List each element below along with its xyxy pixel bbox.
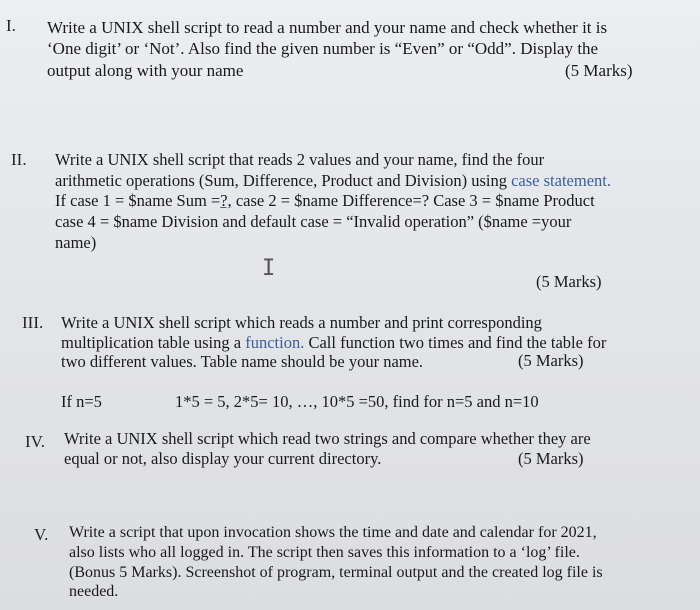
question-text-line: case 4 = $name Division and default case = “Invalid operation” ($name =your — [55, 212, 572, 231]
question-text-line — [55, 171, 611, 190]
question-number: I. — [6, 16, 16, 35]
question-text-line: name) — [55, 233, 97, 252]
question-number: IV. — [25, 432, 45, 451]
question-text-line: ‘One digit’ or ‘Not’. Also find the given number is “Even” or “Odd”. Display the — [47, 39, 599, 58]
question-number: II. — [11, 150, 27, 169]
text-segment: Call function two times and find the table for — [304, 333, 607, 352]
text-cursor-icon: I — [262, 256, 276, 281]
text-segment: arithmetic operations (Sum, Difference, Product and Division) using — [55, 171, 512, 190]
marks-label: (5 Marks) — [565, 61, 633, 80]
marks-label: (5 Marks) — [518, 449, 584, 468]
marks-label: (5 Marks) — [536, 272, 602, 291]
question-text-line: needed. — [69, 583, 119, 600]
question-text-line: equal or not, also display your current directory. — [64, 449, 382, 468]
question-text-line — [55, 191, 595, 210]
question-text-line: two different values. Table name should be your name. — [61, 352, 424, 371]
question-text-line: Write a UNIX shell script to read a number and your name and check whether it is — [47, 18, 608, 37]
question-text-line: output along with your name — [47, 61, 244, 80]
highlighted-term: function. — [245, 333, 305, 352]
text-segment: case 2 = $name Difference=? Case 3 = $name Product — [231, 191, 595, 210]
text-segment: multiplication table using a — [61, 333, 246, 352]
text-segment: If case 1 = $name Sum = — [55, 191, 221, 210]
marks-label: (5 Marks) — [518, 351, 584, 370]
question-text-line: Write a UNIX shell script that reads 2 values and your name, find the four — [55, 150, 545, 169]
question-text-line: Write a UNIX shell script which reads a number and print corresponding — [61, 313, 542, 332]
question-text-line: (Bonus 5 Marks). Screenshot of program, terminal output and the created log file is — [69, 564, 603, 581]
question-text-line — [61, 333, 606, 352]
example-text: 1*5 = 5, 2*5= 10, …, 10*5 =50, find for n=5 and n=10 — [175, 392, 539, 411]
question-number: V. — [34, 525, 49, 544]
question-text-line: also lists who all logged in. The script then saves this information to a ‘log’ file. — [69, 544, 580, 561]
highlighted-term: case statement. — [511, 171, 611, 190]
example-label: If n=5 — [61, 392, 102, 411]
question-number: III. — [22, 313, 44, 332]
question-text-line: Write a script that upon invocation shows the time and date and calendar for 2021, — [69, 524, 597, 541]
question-text-line: Write a UNIX shell script which read two strings and compare whether they are — [64, 429, 591, 448]
underlined-term: ?, — [220, 191, 232, 210]
